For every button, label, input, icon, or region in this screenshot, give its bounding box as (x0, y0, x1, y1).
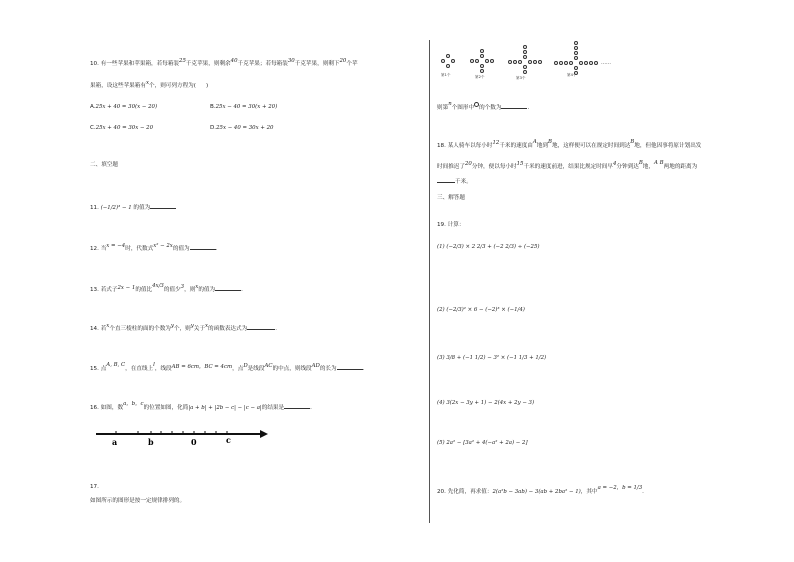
q10-option-c[interactable]: C.25x + 40 = 30x − 20 (90, 125, 154, 131)
q17-number: 17. (90, 484, 99, 490)
q19-item-4: (4) 3(2x − 3y + 1) − 2(4x + 2y − 3) (437, 400, 535, 406)
q18-line1: 18. 某人骑车以每小时12千米的速度由A地到B地，这样便可以在规定时间到达B地，但他因事将原计划出发 (437, 139, 702, 149)
q11-expression: (−1/2)³ − 1 (100, 205, 132, 211)
number-line-label-b: b (148, 437, 154, 447)
q17-text: 如图所示的图形是按一定规律排列的。 (90, 498, 186, 504)
question-20: 20. 先化简，再求值：2(a²b − 3ab) − 3(ab + 2ba² − 1)，其中a = −2，b = 1/3. (437, 485, 644, 495)
q19-item-1: (1) (−2/3) × 2 2/3 + (−2 2/3) ÷ (−25) (437, 244, 540, 250)
number-line-label-0: 0 (191, 437, 197, 447)
question-11: 11. (−1/2)³ − 1 的值为 (90, 203, 176, 212)
question-15: 15. 点A, B, C，在直线上l，线段AB = 6cm，BC = 4cm，点D是线段AC的中点，则线段AD的长为 . (90, 362, 365, 372)
q19-item-5: (5) 2a² − [3a² + 4(−a² + 2a) − 2] (437, 440, 528, 446)
q10-line2: 果箱，设这些苹果箱有x个，则可列方程为( ) (90, 80, 209, 89)
q19-item-3: (3) 3/8 + (−1 1/2) − 3² × (−1 1/3 + 1/2) (437, 355, 547, 361)
number-line-figure (92, 424, 272, 448)
q19-item-2: (2) (−2/3)² × 6 − (−2)³ × (−1/4) (437, 307, 525, 313)
q15-answer-blank[interactable] (337, 364, 363, 370)
q19-title: 19. 计算： (437, 222, 465, 228)
pattern-ellipsis: …… (601, 60, 611, 66)
q13-answer-blank[interactable] (215, 285, 241, 291)
dot-pattern-figure: 第1个 第2个 第3个 第4个 …… (437, 40, 627, 86)
q10-option-b[interactable]: B.25x − 40 = 30(x + 20) (210, 104, 278, 110)
column-divider (429, 40, 430, 523)
q18-answer-blank[interactable] (437, 177, 455, 183)
number-line-label-c: c (226, 435, 231, 445)
q12-answer-blank[interactable] (190, 244, 216, 250)
q14-answer-blank[interactable] (247, 324, 275, 330)
number-line-label-a: a (112, 437, 118, 447)
section-heading-solve: 三、解答题 (437, 195, 465, 201)
q16-answer-blank[interactable] (284, 403, 310, 409)
question-14: 14. 若x个直三棱柱的面的个数为y个，则y关于x的函数表达式为 . (90, 323, 277, 332)
q17-answer-blank[interactable] (501, 103, 527, 109)
section-heading-fill-in: 二、填空题 (90, 162, 118, 168)
question-12: 12. 当x = −4时，代数式x² − 2x的值为 . (90, 243, 218, 252)
question-16: 16. 如图，数a，b，c的位置如图，化简|a + b| + |2b − c| − |c − a|的结果是 . (90, 401, 312, 411)
q10-option-a[interactable]: A.25x + 40 = 30(x − 20) (90, 104, 158, 110)
q10-option-d[interactable]: D.25x − 40 = 30x + 20 (210, 125, 274, 131)
q11-answer-blank[interactable] (150, 203, 176, 209)
q17-continuation: 则第n个图形中 的个数为 . (437, 101, 530, 111)
q18-line3: 千米。 (437, 177, 472, 186)
number-line-arrow-icon (260, 430, 268, 438)
q10-number: 10. (90, 61, 99, 67)
q18-line2: 时间推迟了20分钟，便以每小时15千米的速度前进，结果比规定时间早4分钟到达B地，A B两地的距离为 (437, 160, 698, 170)
question-13: 13. 若式子2x − 1的值比4x/3的值少3，则x的值为 . (90, 283, 243, 293)
q10-line1: 10. 有一些苹果和苹果箱，若每箱装25千克苹果，则剩余40千克苹果；若每箱装30千克苹果，则剩下20个苹 (90, 58, 358, 67)
